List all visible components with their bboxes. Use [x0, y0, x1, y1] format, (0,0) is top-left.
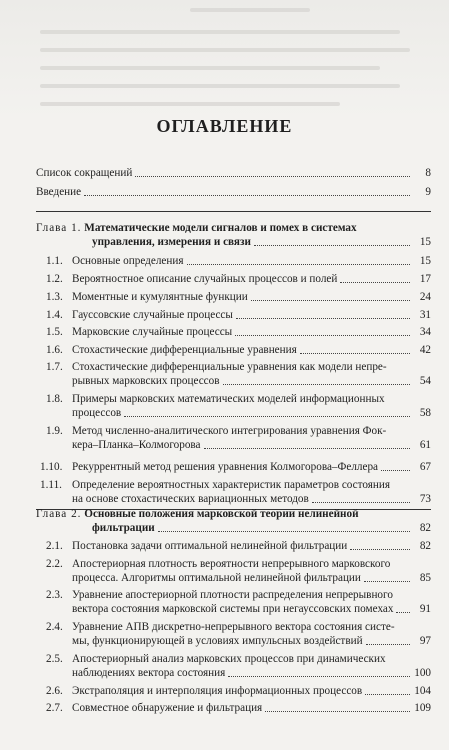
toc-entry-abbreviations[interactable]: Список сокращений 8: [36, 167, 431, 179]
toc-entry-2-7[interactable]: 2.7. Совместное обнаружение и фильтрация 109: [46, 702, 431, 714]
dot-leader: [84, 195, 410, 196]
chapter-2-heading[interactable]: Глава 2. Основные положения марковской теории нелинейной фильтрации 82: [36, 508, 431, 534]
page-number: 9: [425, 186, 431, 198]
page-title: ОГЛАВЛЕНИЕ: [156, 116, 293, 136]
toc-entry-1-11[interactable]: 1.11. Определение вероятностных характеристик параметров состояния на основе стохастических вариационных методов 73: [40, 479, 431, 505]
toc-entry-1-4[interactable]: 1.4. Гауссовские случайные процессы 31: [46, 309, 431, 321]
toc-entry-2-4[interactable]: 2.4. Уравнение АПВ дискретно-непрерывного вектора состояния систе- мы, функционирующей в условиях импульсных воздействий 97: [46, 621, 431, 647]
toc-entry-1-8[interactable]: 1.8. Примеры марковских математических моделей информационных процессов 58: [46, 393, 431, 419]
separator-line: [36, 211, 431, 212]
toc-entry-1-7[interactable]: 1.7. Стохастические дифференциальные уравнения как модели непре- рывных марковских процессов 54: [46, 361, 431, 387]
dot-leader: [158, 531, 410, 532]
toc-entry-1-3[interactable]: 1.3. Моментные и кумулянтные функции 24: [46, 291, 431, 303]
toc-entry-2-2[interactable]: 2.2. Апостериорная плотность вероятности непрерывного марковского процесса. Алгоритмы оптимальной нелинейной фильтрации 85: [46, 558, 431, 584]
page-number: 15: [419, 236, 431, 248]
toc-entry-1-6[interactable]: 1.6. Стохастические дифференциальные уравнения 42: [46, 344, 431, 356]
toc-entry-1-1[interactable]: 1.1. Основные определения 15: [46, 255, 431, 267]
toc-entry-2-1[interactable]: 2.1. Постановка задачи оптимальной нелинейной фильтрации 82: [46, 540, 431, 552]
page-number: 82: [419, 522, 431, 534]
toc-entry-1-9[interactable]: 1.9. Метод численно-аналитического интегрирования уравнения Фок- кера–Планка–Колмогорова 61: [46, 425, 431, 451]
toc-entry-1-2[interactable]: 1.2. Вероятностное описание случайных процессов и полей 17: [46, 273, 431, 285]
dot-leader: [135, 176, 410, 177]
toc-entry-introduction[interactable]: Введение 9: [36, 186, 431, 198]
dot-leader: [254, 245, 410, 246]
toc-entry-2-6[interactable]: 2.6. Экстраполяция и интерполяция информационных процессов 104: [46, 685, 431, 697]
page-number: 8: [425, 167, 431, 179]
toc-entry-1-5[interactable]: 1.5. Марковские случайные процессы 34: [46, 326, 431, 338]
toc-entry-2-5[interactable]: 2.5. Апостериорный анализ марковских процессов при динамических наблюдениях вектора состояния 100: [46, 653, 431, 679]
toc-entry-2-3[interactable]: 2.3. Уравнение апостериорной плотности распределения непрерывного вектора состояния марковской системы при негауссовских помехах 91: [46, 589, 431, 615]
toc-entry-1-10[interactable]: 1.10. Рекуррентный метод решения уравнения Колмогорова–Феллера 67: [40, 461, 431, 473]
chapter-1-heading[interactable]: Глава 1. Математические модели сигналов и помех в системах управления, измерения и связи 15: [36, 222, 431, 248]
